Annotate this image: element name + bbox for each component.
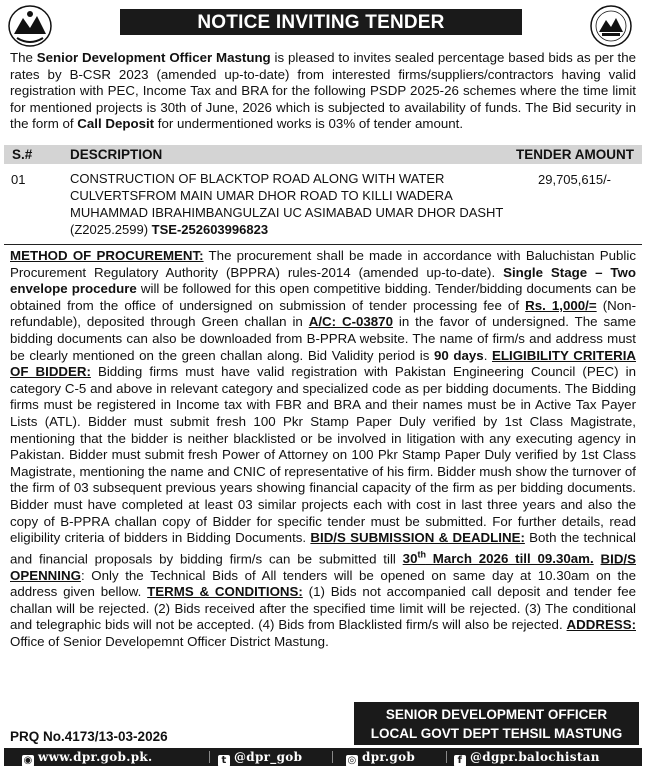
footer-instagram[interactable]: ◎ dpr.gob [347,750,416,766]
col-sno: S.# [12,147,33,162]
heading-submission: BID/S SUBMISSION & DEADLINE: [310,530,525,546]
officer-department: LOCAL GOVT DEPT TEHSIL MASTUNG [370,726,623,741]
processing-fee: Rs. 1,000/= [525,297,597,313]
notice-title: NOTICE INVITING TENDER [120,9,522,35]
heading-opening: BID/S OPENNING [10,551,636,583]
footer-bar [4,748,642,766]
prq-number: PRQ No.4173/13-03-2026 [10,729,168,744]
heading-eligibility: ELIGIBILITY CRITERIA OF BIDDER: [10,347,637,380]
call-deposit-label: Call Deposit [77,116,155,131]
col-tender-amount: TENDER AMOUNT [516,147,634,162]
facebook-icon: f [454,755,466,767]
globe-icon: ◉ [23,755,33,766]
officer-title: SENIOR DEVELOPMENT OFFICER [385,707,608,722]
row-sno: 01 [11,172,26,187]
procurement-body: METHOD OF PROCUREMENT: The procurement shall be made in accordance with Baluchistan Public Procurement Regulatory Authority (BPPRA) rules-2014 (amended up-to-date). Single Stage – Two envelope procedure will be followed for this open competitive bidding. Tender/bidding documents can be obtained from the office of undersigned on submission of tender processing fee of Rs. 1,000/= (Non-refundable), deposited through Green challan in A/C: C-03870 in the favor of undersigned. The same bidding documents can also be downloaded from B-PPRA website. The name of firm/s and address must be clearly mentioned on the green challan along. Bid Validity period is 90 days. ELIGIBILITY CRITERIA OF BIDDER: Bidding firms must have valid registration with Pakistan Engineering Council (PEC) in category C-5 and above in relevant category and specialized code as per bidding documents. The Bidding firms must be registered in Income tax with FBR and BRA and their names must be in Active Tax Payer Lists (ATL). Bidder must submit fresh 100 Pkr Stamp Paper Duly verified by 1st Class Magistrate, mentioning that the bidder is neither blacklisted or be involved in litigation with any executing agency in Pakistan. Bidder must submit fresh Power of Attorney on 100 Pkr Stamp Paper Duly verified by 1st Class Magistrate, mentioning the name and CNIC of representative of his firm. Bidder mush show the turnover of the firm of 03 subsequent previous years showing financial capacity of the firm as per bidding documents. Bidder must have completed at least 03 similar projects each with cost in last three years and also the copy of B-PPRA challan copy of Bidder for specific tender must be submitted. For further details, read eligibility criteria of bidders in Bidding Documents. BID/S SUBMISSION & DEADLINE: Both the technical and financial proposals by bidding firm/s can be submitted till 30th March 2026 till 09.30am. BID/S OPENNING: Only the Technical Bids of All tenders will be opened on same day at 10.30am on the address given bellow. TERMS & CONDITIONS: (1) Bids not accompanied call deposit and tender fee challan will be rejected. (2) Bids received after the specified time limit will be rejected. (3) The conditional and telegraphic bids will not be accepted. (4) Bids from Blacklisted firm/s will also be rejected. ADDRESS: Office of Senior Developemnt Officer District Mastung. [10,248,637,650]
footer-separator [446,751,447,763]
twitter-icon: t [218,755,230,767]
deadline: 30th March 2026 till 09.30am. [402,549,594,567]
bid-validity: 90 days [433,347,484,363]
col-description: DESCRIPTION [70,147,163,162]
row-amount: 29,705,615/- [538,172,612,187]
divider [4,244,642,245]
heading-method: METHOD OF PROCUREMENT: [10,248,204,263]
intro-paragraph: The Senior Development Officer Mastung is pleased to invites sealed percentage based bids as per the rates by B-CSR 2023 (amended up-to-date) from interested firms/suppliers/contractors having valid registration with PEC, Income Tax and BRA for the following PSDP 2025-26 schemes where the time limit for mentioned projects is 30th of June, 2026 which is subjected to availability of funds. The Bid security in the form of Call Deposit for undermentioned works is 03% of tender amount. [10,50,636,131]
row-description: CONSTRUCTION OF BLACKTOP ROAD ALONG WITH WATER CULVERTSFROM MAIN UMAR DHOR ROAD TO KILLI WADERA MUHAMMAD IBRAHIMBANGULZAI UC ASIMABAD UMAR DHOR DASHT (Z2025.2599) TSE-252603996823 [70,171,504,237]
table-header [4,145,642,164]
heading-terms: TERMS & CONDITIONS: [147,584,303,600]
balochistan-emblem-icon [7,4,53,48]
footer-separator [209,751,210,763]
footer-website[interactable]: ◉ www.dpr.gob.pk. [23,750,153,766]
issuing-authority: Senior Development Officer Mastung [36,50,271,65]
officer-signature-block [354,702,639,745]
department-emblem-icon [588,4,634,48]
account-number: A/C: C-03870 [308,314,393,330]
footer-twitter[interactable]: t @dpr_gob [218,748,302,766]
footer-separator [332,751,333,763]
tse-number: TSE-252603996823 [151,222,269,237]
instagram-icon: ◎ [347,755,357,766]
footer-facebook[interactable]: f @dgpr.balochistan [454,748,600,766]
heading-address: ADDRESS: [566,617,636,633]
